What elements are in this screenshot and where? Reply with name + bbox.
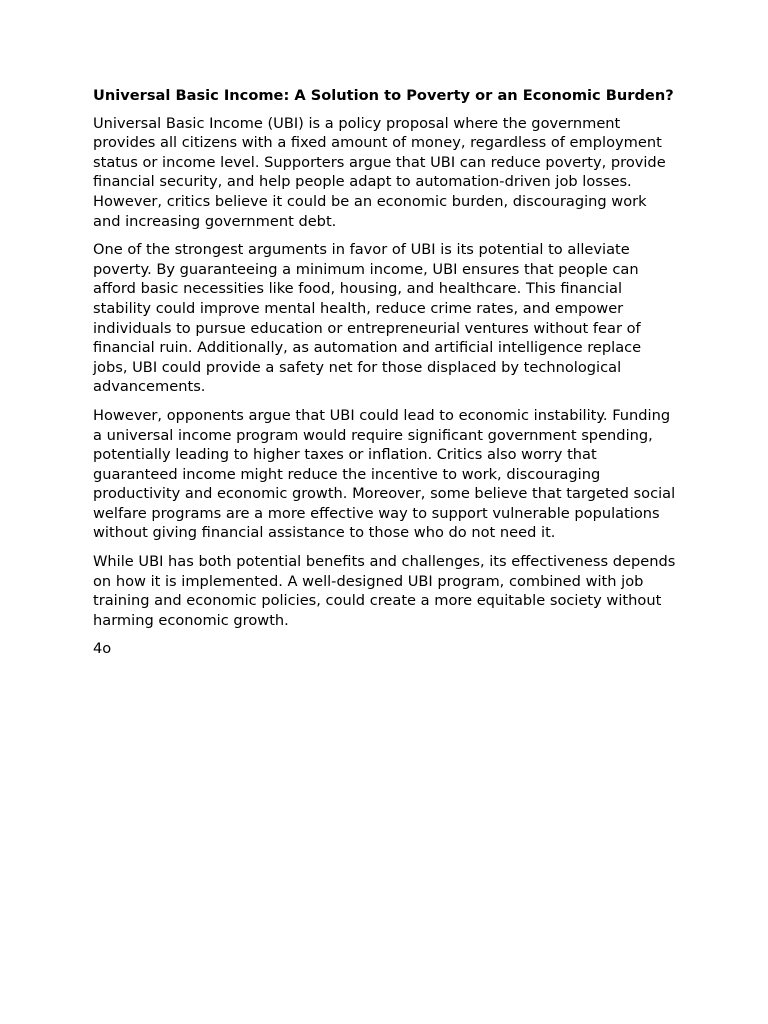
paragraph-arguments-for: One of the strongest arguments in favor of UBI is its potential to alleviate poverty. By guaranteeing a minimum income, UBI ensures that people can afford basic necessities like food, housing, and healthcare. This financial stability could improve mental health, reduce crime rates, and empower individuals to pursue education or entrepreneurial ventures without fear of financial ruin. Additionally, as automation and artificial intelligence replace jobs, UBI could provide a safety net for those displaced by technological advancements. (93, 241, 642, 396)
paragraph-arguments-against: However, opponents argue that UBI could lead to economic instability. Funding a universal income program would require significant government spending, potentially leading to higher taxes or inflation. Critics also worry that guaranteed income might reduce the incentive to work, discouraging productivity and economic growth. Moreover, some believe that targeted social welfare programs are a more effective way to support vulnerable populations without giving financial assistance to those who do not need it. (93, 406, 676, 542)
document-page (93, 86, 677, 668)
footer-text: 4o (93, 640, 112, 658)
document-title: Universal Basic Income: A Solution to Poverty or an Economic Burden? (93, 87, 674, 104)
paragraph-intro: Universal Basic Income (UBI) is a policy proposal where the government provides all citizens with a fixed amount of money, regardless of employment status or income level. Supporters argue that UBI can reduce poverty, provide financial security, and help people adapt to automation-driven job losses. However, critics believe it could be an economic burden, discouraging work and increasing government debt. (93, 114, 666, 230)
paragraph-conclusion: While UBI has both potential benefits and challenges, its effectiveness depends on how it is implemented. A well-designed UBI program, combined with job training and economic policies, could create a more equitable society without harming economic growth. (93, 553, 676, 629)
